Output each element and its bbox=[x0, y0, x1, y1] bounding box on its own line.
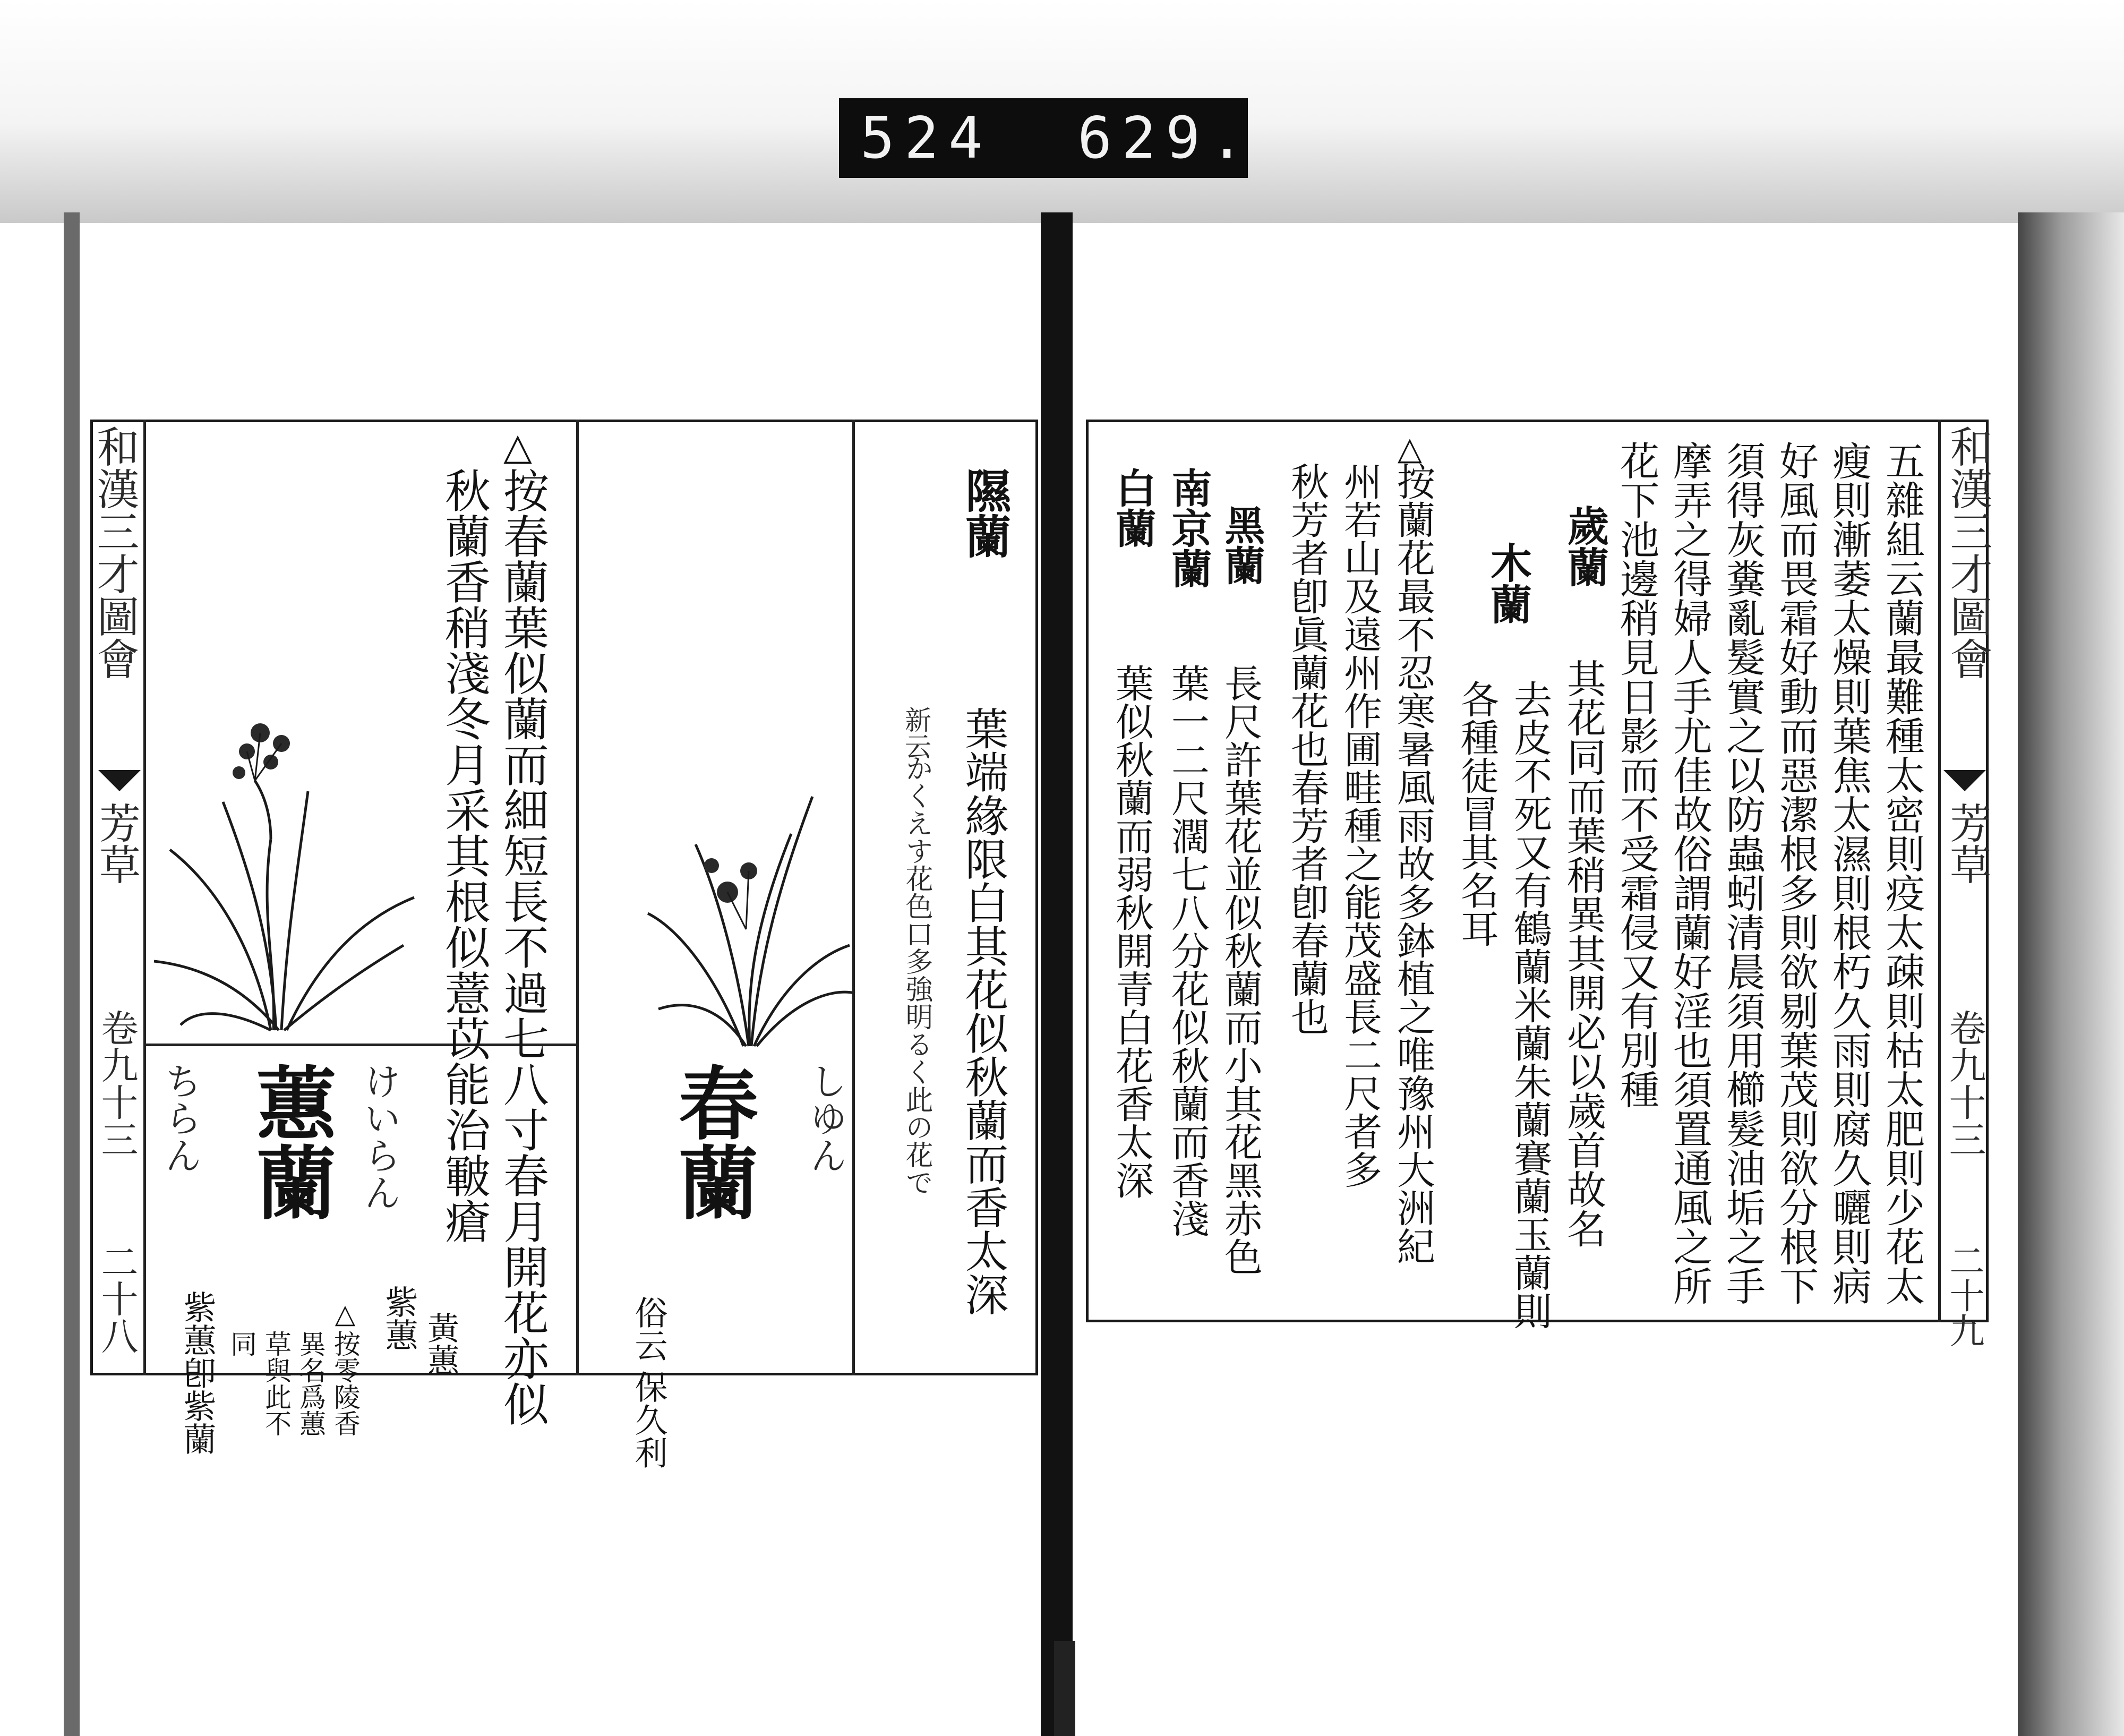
label-number-left: 524 bbox=[860, 105, 993, 172]
handwritten-note: かくえす花色口多強明るく此の花で bbox=[901, 754, 932, 1196]
kokuran-heading: 黑蘭 bbox=[1218, 504, 1265, 585]
main-line-2: 好風而畏霜好動而惡潔根多則欲剔葉茂則欲分根下 bbox=[1773, 441, 1819, 1305]
right-margin-title: 和漢三才圖會 bbox=[1943, 425, 1992, 680]
shunran-kana: しゆん bbox=[804, 1062, 847, 1174]
note-line-2: 秋芳者卽眞蘭花也春芳者卽春蘭也 bbox=[1284, 462, 1329, 1036]
keran-note-line-3: 同 bbox=[226, 1330, 257, 1357]
mokuran-line-0: 去皮不死又有鶴蘭米蘭朱蘭賽蘭玉蘭則 bbox=[1508, 680, 1552, 1330]
left-margin-volume: 卷九十三 bbox=[95, 1009, 139, 1158]
shunran-alias-label: 俗云 bbox=[629, 1296, 668, 1362]
main-line-3: 須得灰糞亂髮實之以防蟲蚓清晨須用櫛髮油垢之手 bbox=[1720, 441, 1766, 1305]
book-spine bbox=[1041, 212, 1073, 1736]
nankinran-heading: 南京蘭 bbox=[1165, 467, 1212, 588]
left-margin-page: 二十八 bbox=[95, 1243, 139, 1354]
kou-note-line-0: 按春蘭葉似蘭而細短長不過七八寸春月開花亦似 bbox=[495, 467, 549, 1426]
keran-note-line-2: 草與此不 bbox=[261, 1330, 292, 1436]
shunran-title: 春蘭 bbox=[665, 1062, 758, 1221]
main-line-5: 花下池邊稍見日影而不受霜侵又有別種 bbox=[1614, 441, 1659, 1109]
note-line-1: 州若山及遠州作圃畦種之能茂盛長二尺者多 bbox=[1338, 462, 1382, 1188]
shitsuran-text: 葉端緣限白其花似秋蘭而香太深 bbox=[958, 706, 1008, 1316]
kou-note-mark: △ bbox=[496, 425, 539, 468]
shunran-divider bbox=[576, 420, 579, 1375]
right-margin-volume: 卷九十三 bbox=[1943, 1009, 1986, 1158]
mokuran-heading: 木蘭 bbox=[1484, 542, 1532, 625]
sairan-text: 其花同而葉稍異其開必以歲首故名 bbox=[1561, 659, 1606, 1248]
keran-kana-left: ちらん bbox=[159, 1062, 202, 1174]
shunran-alias: 保久利 bbox=[629, 1370, 668, 1469]
right-book-edge bbox=[2018, 212, 2124, 1736]
mokuran-line-1: 各種徒冒其名耳 bbox=[1454, 680, 1499, 947]
kou-note-line-1: 秋蘭香稍淺冬月采其根似薏苡能治皸瘡 bbox=[437, 467, 490, 1244]
nankinran-text: 葉一二尺濶七八分花似秋蘭而香淺 bbox=[1165, 664, 1210, 1237]
hakuran-heading: 白蘭 bbox=[1109, 467, 1157, 548]
left-book-edge bbox=[64, 212, 80, 1736]
number-label bbox=[839, 98, 1254, 178]
hakuran-text: 葉似秋蘭而弱秋開青白花香太深 bbox=[1109, 664, 1154, 1199]
keran-kana: けいらん bbox=[358, 1062, 401, 1211]
main-line-0: 五雜組云蘭最難種太密則疫太疎則枯太肥則少花太 bbox=[1879, 441, 1925, 1305]
main-line-4: 摩弄之得婦人手尤佳故俗謂蘭好淫也須置通風之所 bbox=[1667, 441, 1712, 1305]
left-margin-fish-tail bbox=[98, 770, 141, 791]
keran-note-line-0: 按零陵香 bbox=[330, 1330, 361, 1436]
left-margin-section: 芳草 bbox=[92, 802, 140, 885]
keran-entry2: 紫蕙卽紫蘭 bbox=[178, 1290, 217, 1455]
keran-title: 蕙蘭 bbox=[243, 1062, 336, 1221]
main-line-1: 瘦則漸萎太燥則葉焦太濕則根朽久雨則腐久曬則病 bbox=[1826, 441, 1872, 1305]
shunran-illustration bbox=[637, 754, 860, 1051]
right-margin-rule bbox=[1938, 420, 1941, 1322]
right-margin-page: 二十九 bbox=[1943, 1243, 1984, 1348]
keran-entry1-b: 黃蕙 bbox=[422, 1312, 459, 1375]
keran-illustration bbox=[149, 712, 425, 1041]
keran-entry1-a: 紫蕙 bbox=[380, 1285, 418, 1351]
note-mark: △ bbox=[1391, 430, 1428, 467]
keran-note-mark: △ bbox=[330, 1298, 361, 1329]
left-right-column-rule bbox=[852, 420, 855, 1375]
label-number-right: 629. bbox=[1077, 105, 1254, 172]
left-margin-rule bbox=[143, 420, 146, 1375]
right-margin-fish-tail bbox=[1943, 770, 1986, 791]
right-margin-section: 芳草 bbox=[1943, 802, 1991, 885]
spine-marker bbox=[1054, 1641, 1075, 1736]
left-margin-title: 和漢三才圖會 bbox=[90, 425, 139, 680]
shitsuran-heading: 隰蘭 bbox=[957, 467, 1011, 559]
kokuran-text: 長尺許葉花並似秋蘭而小其花黑赤色 bbox=[1218, 664, 1263, 1276]
handwritten-label: 新云 bbox=[901, 706, 931, 759]
note-line-0: 按蘭花最不忍寒暑風雨故多鉢植之唯豫州大洲紀 bbox=[1391, 462, 1435, 1265]
keran-note-line-1: 異名爲蕙 bbox=[295, 1330, 326, 1436]
sairan-heading: 歲蘭 bbox=[1561, 504, 1609, 587]
